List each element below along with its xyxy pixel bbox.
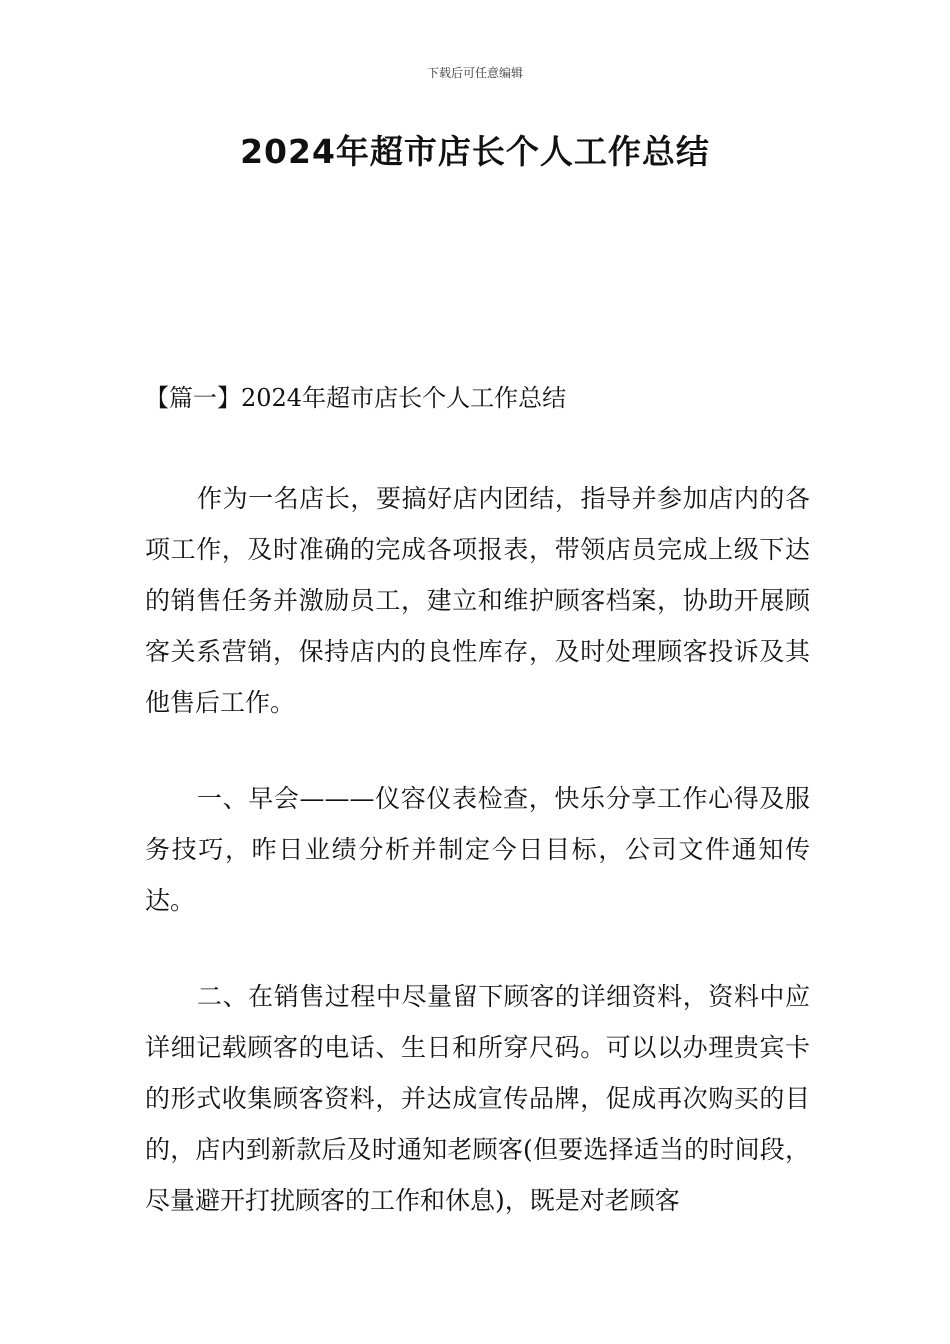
header-note: 下载后可任意编辑: [426, 66, 523, 80]
body-paragraph-3: 二、在销售过程中尽量留下顾客的详细资料，资料中应详细记载顾客的电话、生日和所穿尺码。可以以办理贵宾卡的形式收集顾客资料，并达成宣传品牌，促成再次购买的目的，店内到新款后及时通知老顾客(但要选择适当的时间段，尽量避开打扰顾客的工作和休息)，既是对老顾客: [145, 982, 810, 1215]
body-paragraph-1: 作为一名店长，要搞好店内团结，指导并参加店内的各项工作，及时准确的完成各项报表，带领店员完成上级下达的销售任务并激励员工，建立和维护顾客档案，协助开展顾客关系营销，保持店内的良性库存，及时处理顾客投诉及其他售后工作。: [145, 484, 810, 717]
document-title: 2024年超市店长个人工作总结: [240, 132, 710, 171]
body-paragraph-2: 一、早会———仪容仪表检查，快乐分享工作心得及服务技巧，昨日业绩分析并制定今日目标，公司文件通知传达。: [145, 784, 810, 915]
section-heading: 【篇一】2024年超市店长个人工作总结: [145, 384, 567, 412]
